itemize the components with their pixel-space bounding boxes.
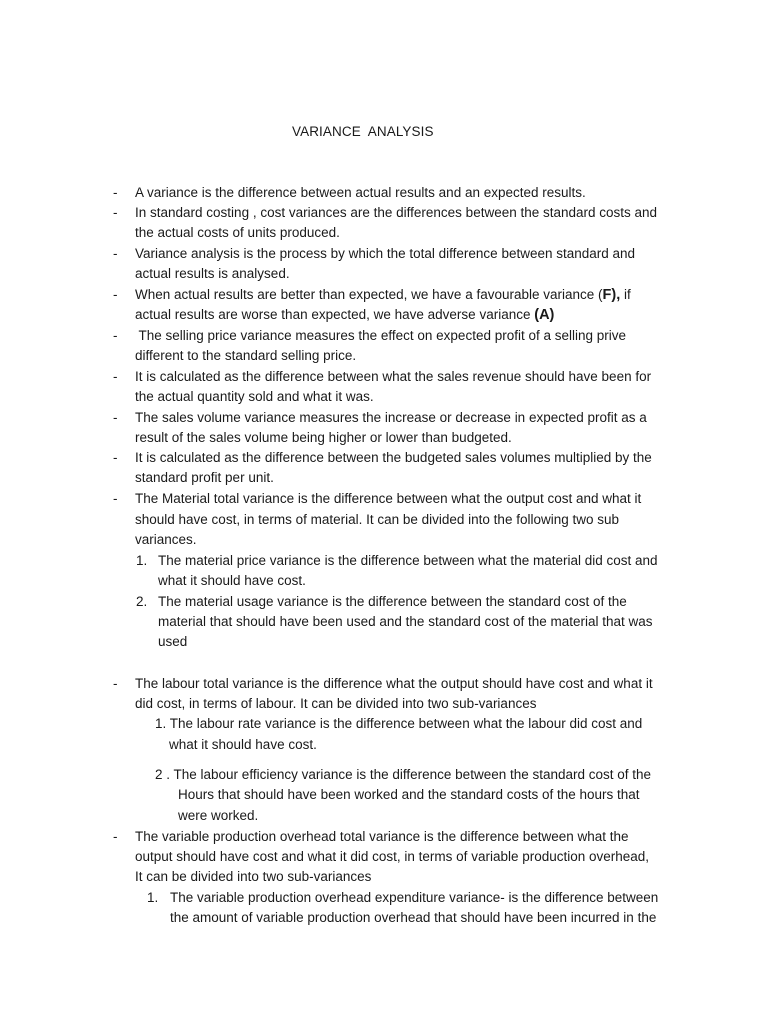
adverse-marker: (A) xyxy=(534,307,555,323)
material-usage-line-1: The material usage variance is the difference between the standard cost of the xyxy=(158,594,627,609)
item-4-line-2 xyxy=(135,305,554,325)
bullet-dash: - xyxy=(113,491,118,506)
bullet-dash: - xyxy=(113,369,118,384)
item-4-text-2: actual results are worse than expected, we have adverse variance xyxy=(135,307,535,322)
bullet-dash: - xyxy=(113,829,118,844)
item-2-line-1: In standard costing , cost variances are the differences between the standard costs and xyxy=(135,205,658,220)
item-11-line-2: output should have cost and what it did cost, in terms of variable production overhead, xyxy=(135,849,650,864)
material-usage-line-3: used xyxy=(158,634,188,649)
item-5-line-2: different to the standard selling price. xyxy=(135,348,357,363)
document-title: VARIANCE ANALYSIS xyxy=(292,124,434,139)
item-7-line-2: result of the sales volume being higher or lower than budgeted. xyxy=(135,430,512,445)
bullet-dash: - xyxy=(113,410,118,425)
labour-efficiency-line-2: Hours that should have been worked and the standard costs of the hours that xyxy=(178,787,640,802)
bullet-dash: - xyxy=(113,287,118,302)
favourable-marker: F), xyxy=(602,287,621,303)
item-5-line-1: The selling price variance measures the effect on expected profit of a selling prive xyxy=(135,328,627,343)
item-8-line-1: It is calculated as the difference between the budgeted sales volumes multiplied by the xyxy=(135,450,652,465)
item-7-line-1: The sales volume variance measures the increase or decrease in expected profit as a xyxy=(135,410,647,425)
item-8-line-2: standard profit per unit. xyxy=(135,470,274,485)
list-number: 1. xyxy=(147,890,159,905)
bullet-dash: - xyxy=(113,205,118,220)
bullet-dash: - xyxy=(113,185,118,200)
list-number: 2. xyxy=(136,594,148,609)
item-10-line-2: did cost, in terms of labour. It can be divided into two sub-variances xyxy=(135,696,537,711)
item-4-line-1 xyxy=(135,285,631,305)
labour-efficiency-line-3: were worked. xyxy=(178,808,259,823)
item-4-text-end: if xyxy=(620,287,631,302)
item-9-line-3: variances. xyxy=(135,532,197,547)
item-11-line-3: It can be divided into two sub-variances xyxy=(135,869,372,884)
item-11-line-1: The variable production overhead total variance is the difference between what the xyxy=(135,829,629,844)
material-price-line-1: The material price variance is the difference between what the material did cost and xyxy=(158,553,658,568)
item-3-line-2: actual results is analysed. xyxy=(135,266,290,281)
labour-rate-line-2: what it should have cost. xyxy=(169,737,317,752)
item-9-line-2: should have cost, in terms of material. It can be divided into the following two sub xyxy=(135,512,620,527)
item-10-line-1: The labour total variance is the difference what the output should have cost and what it xyxy=(135,676,653,691)
item-1-line-1: A variance is the difference between actual results and an expected results. xyxy=(135,185,586,200)
bullet-dash: - xyxy=(113,676,118,691)
item-4-text: When actual results are better than expected, we have a favourable variance ( xyxy=(135,287,603,302)
labour-rate-line-1: 1. The labour rate variance is the difference between what the labour did cost and xyxy=(155,716,643,731)
list-number: 1. xyxy=(136,553,148,568)
labour-efficiency-line-1: 2 . The labour efficiency variance is the difference between the standard cost of the xyxy=(155,767,652,782)
material-usage-line-2: material that should have been used and the standard cost of the material that was xyxy=(158,614,653,629)
overhead-expenditure-line-1: The variable production overhead expenditure variance- is the difference between xyxy=(170,890,659,905)
bullet-dash: - xyxy=(113,246,118,261)
item-9-line-1: The Material total variance is the difference between what the output cost and what it xyxy=(135,491,642,506)
item-6-line-1: It is calculated as the difference between what the sales revenue should have been for xyxy=(135,369,652,384)
item-2-line-2: the actual costs of units produced. xyxy=(135,225,340,240)
item-3-line-1: Variance analysis is the process by which the total difference between standard and xyxy=(135,246,636,261)
material-price-line-2: what it should have cost. xyxy=(158,573,306,588)
item-6-line-2: the actual quantity sold and what it was. xyxy=(135,389,374,404)
bullet-dash: - xyxy=(113,450,118,465)
bullet-dash: - xyxy=(113,328,118,343)
overhead-expenditure-line-2: the amount of variable production overhead that should have been incurred in the xyxy=(170,910,657,925)
